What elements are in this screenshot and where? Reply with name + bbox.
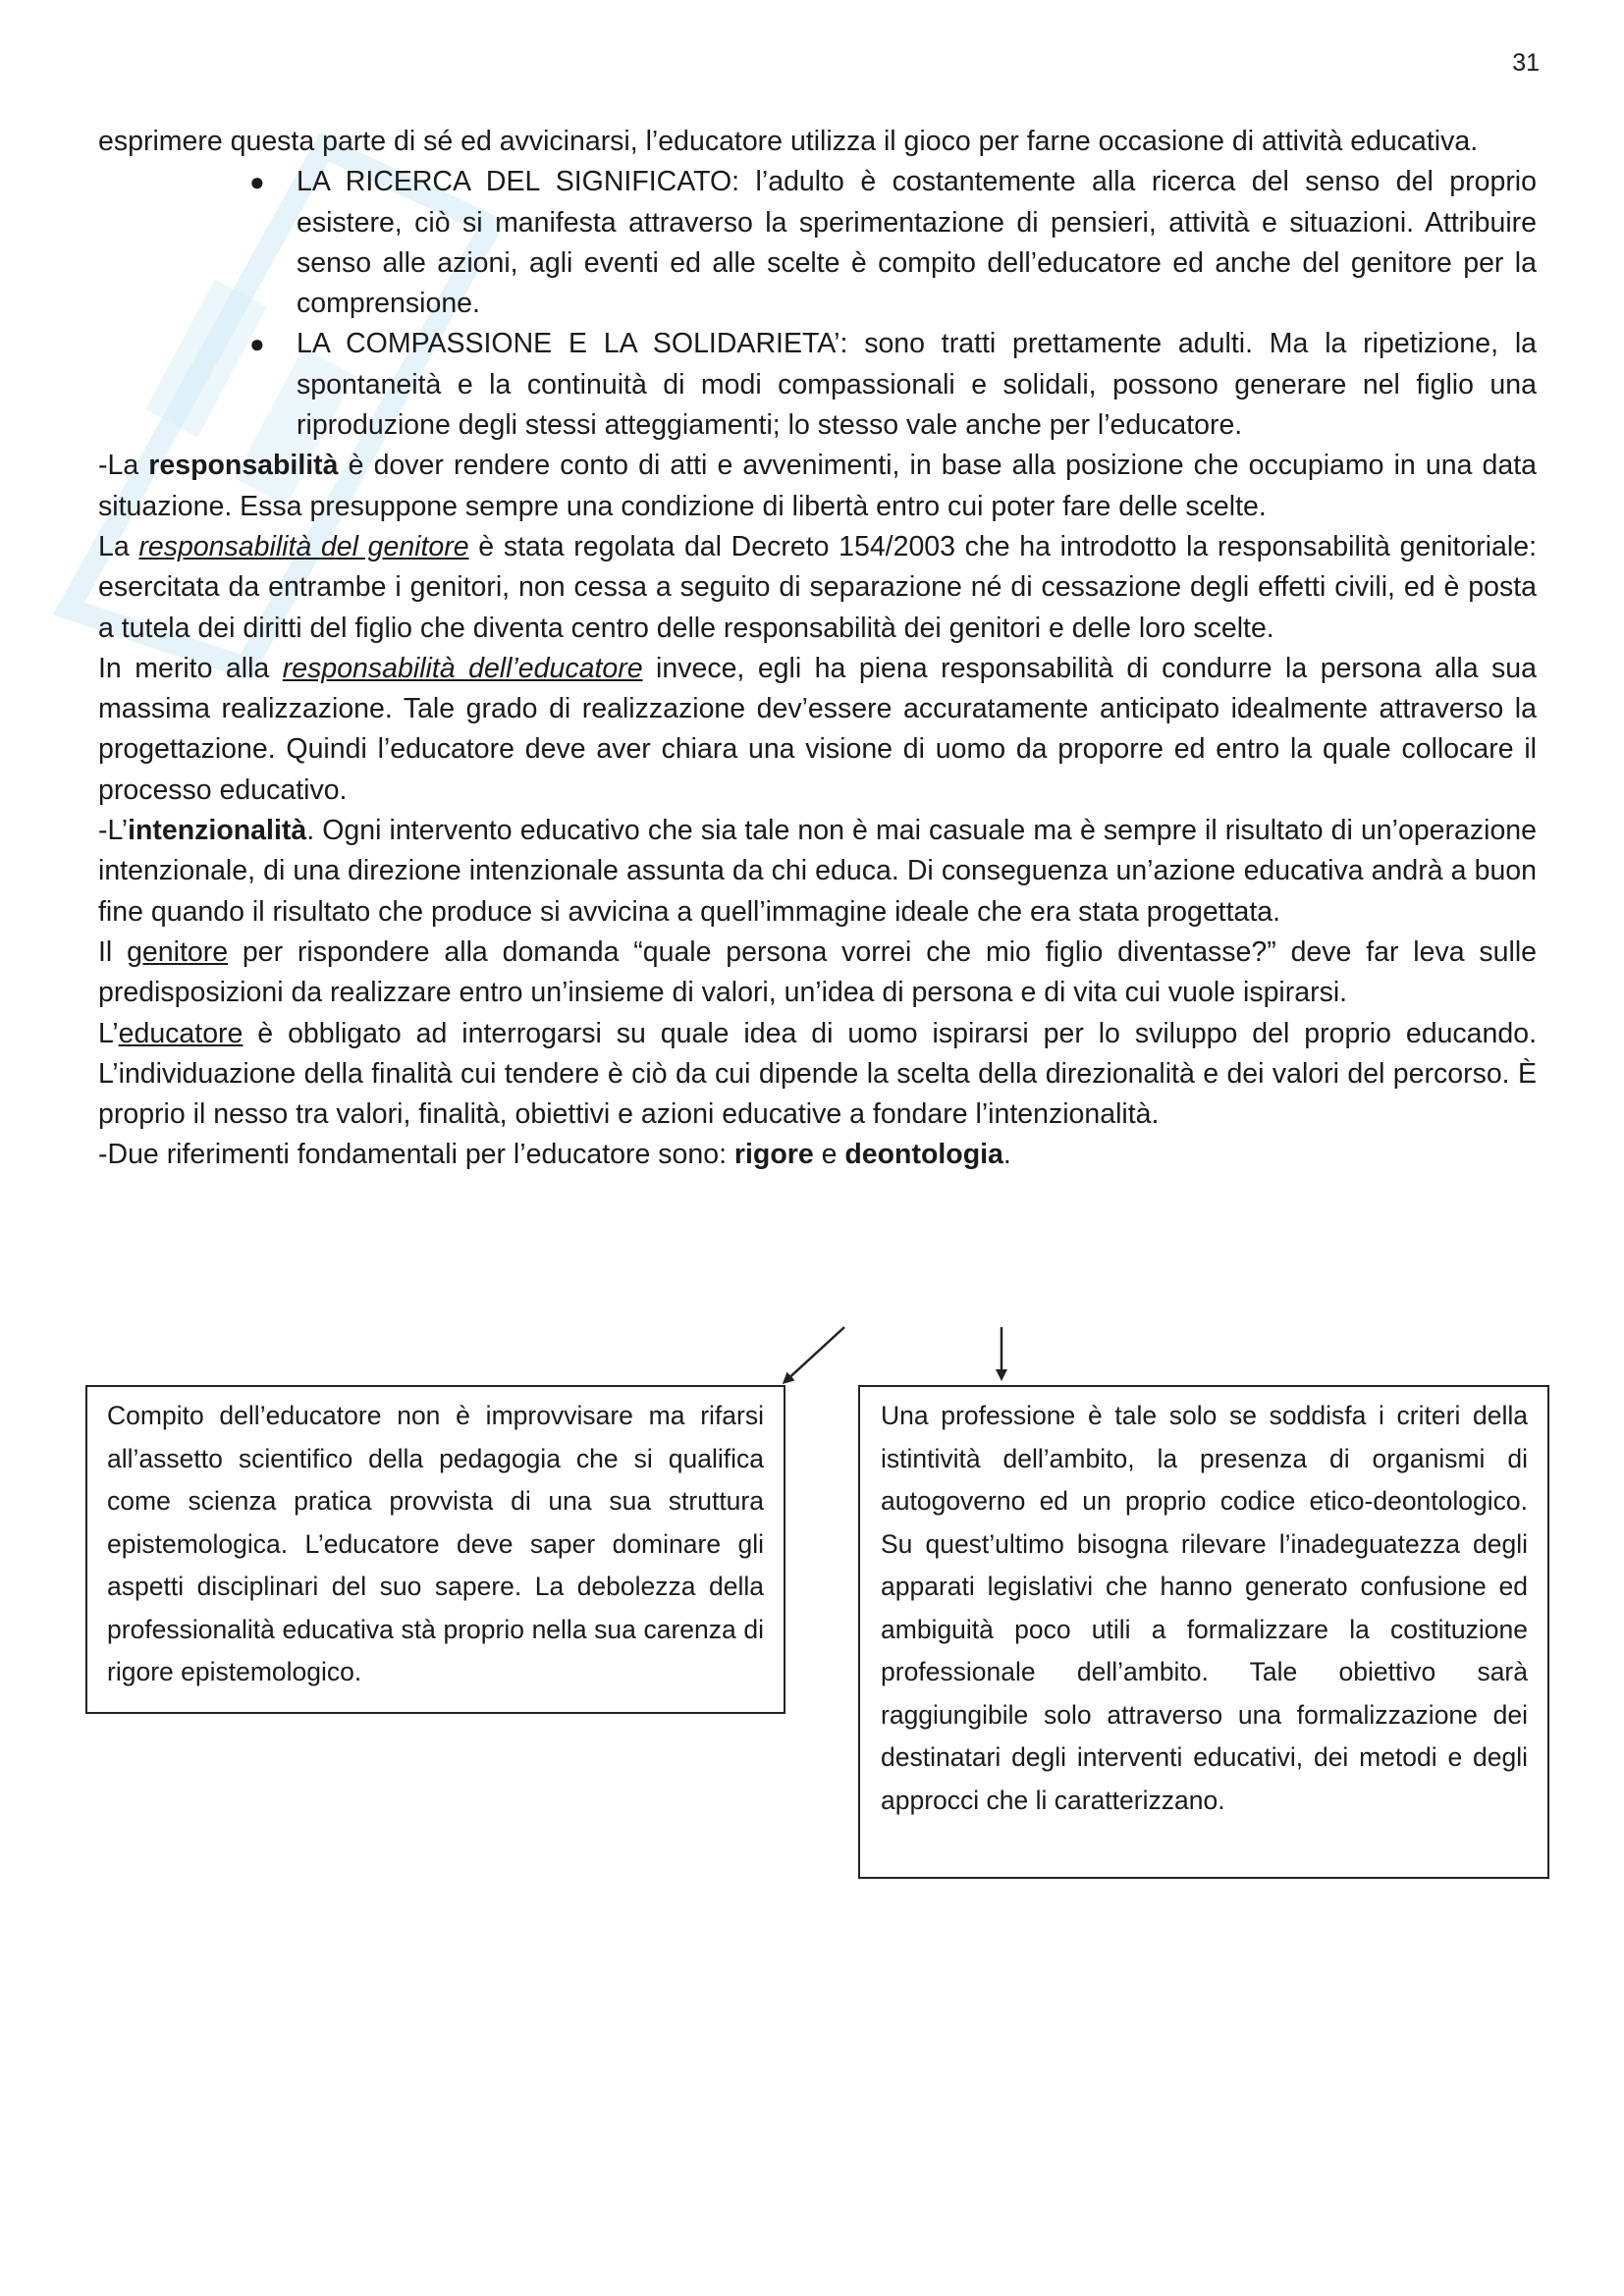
bold-term: intenzionalità bbox=[128, 815, 307, 847]
paragraph-educatore-idea bbox=[98, 1014, 1537, 1136]
text-run: per rispondere alla domanda “quale persona vorrei che mio figlio diventasse?” deve far leva sulle predisposizioni da realizzare entro un’insieme di valori, un’idea di persona e di vita cui vuole ispirarsi. bbox=[98, 935, 1537, 1009]
text-run: -L’ bbox=[98, 815, 129, 847]
text-run: L’ bbox=[98, 1017, 119, 1049]
arrow-rigore-icon bbox=[785, 1327, 844, 1382]
paragraph-genitore-domanda bbox=[98, 933, 1537, 1014]
list-item-text: LA COMPASSIONE E LA SOLIDARIETA’: sono tratti prettamente adulti. Ma la ripetizione, la spontaneità e la continuità di modi compassionali e solidali, possono generare nel figlio una riproduzione degli stessi atteggiamenti; lo stesso vale anche per l’educatore. bbox=[297, 328, 1537, 442]
box-rigore bbox=[85, 1385, 785, 1714]
list-item bbox=[249, 324, 1537, 446]
page-number: 31 bbox=[1512, 49, 1540, 77]
list-item-text: LA RICERCA DEL SIGNIFICATO: l’adulto è costantemente alla ricerca del senso del proprio esistere, ciò si manifesta attraverso la sperimentazione di pensieri, attività e situazioni. Attribuire senso alle azioni, agli eventi ed alle scelte è compito dell’educatore ed anche del genitore per la comprensione. bbox=[297, 166, 1537, 320]
bold-term: responsabilità bbox=[148, 450, 339, 482]
text-run: -Due riferimenti fondamentali per l’educatore sono: bbox=[98, 1139, 734, 1171]
text-run: è obbligato ad interrogarsi su quale idea di uomo ispirarsi per lo sviluppo del proprio educando. L’individuazione della finalità cui tendere è ciò da cui dipende la scelta della direzionalità e dei valori del percorso. È proprio il nesso tra valori, finalità, obiettivi e azioni educative a fondare l’intenzionalità. bbox=[98, 1017, 1537, 1131]
underlined-term: genitore bbox=[127, 935, 229, 968]
paragraph-riferimenti bbox=[98, 1135, 1537, 1175]
box-deontologia-text: Una professione è tale solo se soddisfa i criteri della istintività dell’ambito, la presenza di organismi di autogoverno ed un proprio codice etico-deontologico. Su quest’ultimo bisogna rilevare l’inadeguatezza degli apparati legislativi che hanno generato confusione ed ambiguità poco utili a formalizzare la costituzione professionale dell’ambito. Tale obiettivo sarà raggiungibile solo attraverso una formalizzazione dei destinatari degli interventi educativi, dei metodi e degli approcci che li caratterizzano. bbox=[881, 1401, 1528, 1815]
bullet-icon: ● bbox=[249, 167, 265, 197]
text-run: Il bbox=[98, 935, 128, 968]
text-run: . bbox=[1002, 1139, 1011, 1171]
paragraph-responsabilita bbox=[98, 446, 1537, 527]
box-deontologia bbox=[858, 1385, 1549, 1879]
paragraph-genitore bbox=[98, 527, 1537, 649]
list-item bbox=[249, 162, 1537, 324]
paragraph-intenzionalita bbox=[98, 811, 1537, 933]
paragraph-educatore bbox=[98, 649, 1537, 811]
underlined-term: responsabilità del genitore bbox=[138, 530, 469, 562]
intro-paragraph: esprimere questa parte di sé ed avvicinarsi, l’educatore utilizza il gioco per farne occasione di attività educativa. bbox=[98, 126, 1479, 157]
text-run: La bbox=[98, 530, 139, 562]
underlined-term: educatore bbox=[118, 1017, 244, 1049]
bold-term-deontologia: deontologia bbox=[844, 1139, 1003, 1171]
bullet-icon: ● bbox=[249, 329, 265, 359]
text-run: In merito alla bbox=[98, 652, 283, 684]
document-body bbox=[98, 122, 1537, 1176]
underlined-term: responsabilità dell’educatore bbox=[282, 652, 643, 684]
box-rigore-text: Compito dell’educatore non è improvvisare ma rifarsi all’assetto scientifico della pedagogia che si qualifica come scienza pratica provvista di una sua struttura epistemologica. L’educatore deve saper dominare gli aspetti disciplinari del suo sapere. La debolezza della professionalità educativa stà proprio nella sua carenza di rigore epistemologico. bbox=[107, 1401, 764, 1686]
text-run: è stata regolata dal Decreto 154/2003 che ha introdotto la responsabilità genitoriale: esercitata da entrambe i genitori, non cessa a seguito di separazione né di cessazione degli effetti civili, ed è posta a tutela dei diritti del figlio che diventa centro delle responsabilità dei genitori e delle loro scelte. bbox=[98, 530, 1537, 644]
text-run: è dover rendere conto di atti e avvenimenti, in base alla posizione che occupiamo in una data situazione. Essa presuppone sempre una condizione di libertà entro cui poter fare delle scelte. bbox=[98, 450, 1537, 522]
text-run: -La bbox=[98, 450, 149, 482]
text-run: invece, egli ha piena responsabilità di condurre la persona alla sua massima realizzazione. Tale grado di realizzazione dev’essere accuratamente anticipato idealmente attraverso la progettazione. Quindi l’educatore deve aver chiara una visione di uomo da proporre ed entro la quale collocare il processo educativo. bbox=[98, 652, 1537, 806]
bold-term-rigore: rigore bbox=[733, 1139, 814, 1171]
text-run: . Ogni intervento educativo che sia tale non è mai casuale ma è sempre il risultato di un’operazione intenzionale, di una direzione intenzionale assunta da chi educa. Di conseguenza un’azione educativa andrà a buon fine quando il risultato che produce si avvicina a quell’immagine ideale che era stata progettata. bbox=[98, 815, 1537, 928]
text-run: e bbox=[813, 1139, 845, 1171]
